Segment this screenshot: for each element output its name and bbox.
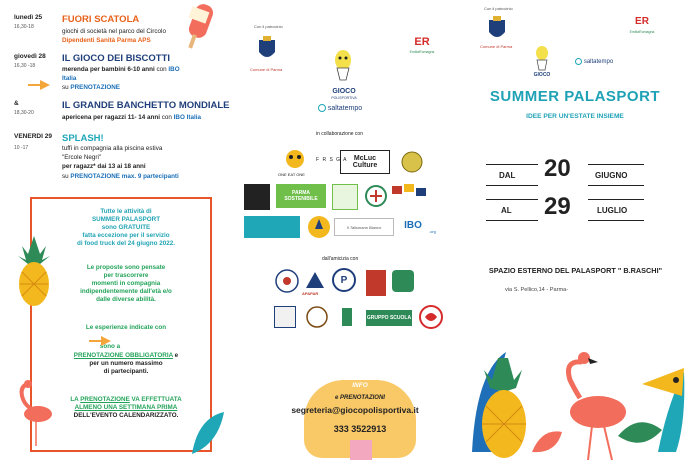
- er-logo-sub: EmiliaRomagna: [629, 30, 655, 34]
- scout-logo: [306, 214, 332, 240]
- info-title: INFO: [352, 382, 368, 389]
- coat-of-arms-icon: [487, 16, 507, 42]
- box-text: sono GRATUITE: [101, 224, 151, 231]
- saltatempo-icon: [575, 58, 582, 65]
- er-logo-sub: EmiliaRomagna: [409, 50, 435, 54]
- partner-logo: [274, 306, 296, 328]
- event-desc: su PRENOTAZIONE max. 9 partecipanti: [62, 173, 179, 180]
- address: via S. Pellico,14 - Parma-: [505, 287, 569, 293]
- info-subtitle: e PRENOTAZIONI: [335, 395, 385, 401]
- contact-phone-link[interactable]: 333 3522913: [333, 424, 387, 434]
- popsicle-illustration: [178, 2, 226, 54]
- box-text: dalle diverse abilità.: [96, 296, 156, 303]
- start-day: 20: [544, 155, 571, 182]
- comune-label: Comune di Parma: [480, 44, 513, 49]
- partner-logo: [332, 184, 358, 210]
- saltatempo-logo: saltatempo: [564, 58, 624, 65]
- main-title: SUMMER PALASPORT: [489, 88, 661, 105]
- event-title: IL GIOCO DEI BISCOTTI: [62, 53, 171, 64]
- comune-label: Comune di Parma: [250, 67, 283, 72]
- leaf-shape: [618, 422, 662, 442]
- saltatempo-icon: [318, 104, 326, 112]
- partners-panel: [230, 0, 460, 460]
- main-subtitle: IDEE PER UN'ESTATE INSIEME: [526, 113, 624, 120]
- gioco-mascot-logo: [532, 44, 552, 74]
- apapar-logo: [304, 270, 326, 290]
- event-desc: merenda per bambini 6-10 anni con IBO: [62, 66, 180, 73]
- event-desc: apericena per ragazzi 11- 14 anni con IBO Italia: [62, 114, 201, 121]
- flamingo-leg: [604, 426, 612, 460]
- box-text: di food truck del 24 giugno 2022.: [77, 240, 175, 247]
- sp-logo: P: [332, 268, 356, 292]
- flags-logo: [390, 182, 430, 210]
- event-desc: giochi di società nel parco del Circolo: [62, 28, 166, 35]
- gruppo-scuola-logo: GRUPPO SCUOLA: [366, 310, 412, 326]
- event-time: 18,30-20: [14, 110, 34, 116]
- box-text: SUMMER PALASPORT: [91, 216, 161, 223]
- one-eat-one-logo-icon: [282, 148, 308, 170]
- partner-logo: [304, 304, 330, 330]
- box-text: momenti in compagnia: [91, 280, 161, 287]
- event-title: SPLASH!: [62, 133, 104, 144]
- gioco-logo-text: GIOCO: [332, 88, 356, 95]
- patronage-label: Con il patrocinio: [484, 6, 513, 11]
- pineapple-illustration: [14, 236, 54, 308]
- flamingo-neck: [569, 362, 583, 398]
- schedule-panel: [0, 0, 230, 460]
- flamingo-body: [570, 396, 626, 428]
- event-day: lunedì 25: [14, 14, 43, 21]
- event-day: &: [14, 100, 19, 107]
- flamingo-illustration: [16, 378, 62, 448]
- partner-logo: [244, 184, 270, 210]
- leaf-illustration: [188, 408, 228, 458]
- event-day: giovedì 28: [14, 53, 46, 60]
- partner-logo: [244, 216, 300, 238]
- partner-logo: [336, 304, 358, 330]
- flamingo-leg: [588, 426, 592, 460]
- event-desc: Italia: [62, 75, 77, 82]
- event-desc: tuffi in compagnia alla piscina estiva: [62, 145, 163, 152]
- event-day: VENERDI 29: [14, 133, 52, 140]
- box-text: per trascorrere: [103, 272, 149, 279]
- box-text: Le proposte sono pensate: [86, 264, 166, 271]
- box-text: fatta eccezione per il servizio: [82, 232, 170, 239]
- saltatempo-logo: saltatempo: [310, 104, 370, 112]
- box-text: LA PRENOTAZIONE VA EFFETTUATA: [70, 396, 182, 403]
- event-time: 10 -17: [14, 145, 29, 151]
- partner-logo: [392, 270, 414, 292]
- parma-sostenibile-logo: PARMA SOSTENIBILE: [276, 184, 326, 208]
- event-time: 16,30-18: [14, 24, 34, 30]
- event-desc: Dipendenti Sanità Parma APS: [62, 37, 151, 44]
- er-logo: ER: [635, 16, 649, 27]
- gioco-logo-text: GIOCO: [533, 72, 551, 78]
- end-day: 29: [544, 193, 571, 220]
- talismano-logo: Il Talismano Bianco: [334, 218, 394, 236]
- one-eat-one-label: ONE EAT ONE: [278, 172, 305, 177]
- box-text: ALMENO UNA SETTIMANA PRIMA: [74, 404, 178, 411]
- flamingo-head: [578, 352, 590, 364]
- cone-dot: [673, 377, 679, 383]
- friendship-label: dall'amicizia con: [322, 256, 359, 262]
- leaf-shape: [532, 431, 562, 452]
- event-time: 16,30 -18: [14, 63, 36, 69]
- contact-email-link[interactable]: segreteria@giocopolisportiva.it: [291, 405, 419, 415]
- dal-label: DAL: [499, 171, 516, 180]
- ibo-logo: IBO: [404, 219, 422, 231]
- pointing-hand-icon: [26, 76, 52, 94]
- partner-logo: [274, 268, 300, 294]
- gioco-mascot-logo: [328, 46, 358, 94]
- start-month: GIUGNO: [595, 171, 628, 180]
- crest-logo: [364, 184, 388, 208]
- mcluc-logo: McLuc Culture: [340, 150, 390, 174]
- gioco-logo-sub: POLISPORTIVA: [331, 96, 357, 100]
- pointing-hand-icon: [87, 332, 115, 350]
- event-title: IL GRANDE BANCHETTO MONDIALE: [62, 100, 230, 111]
- flamingo-beak: [588, 358, 598, 364]
- ice-cream-stick: [350, 440, 372, 460]
- box-text: Tutte le attività di: [100, 208, 152, 215]
- date-box: [486, 199, 538, 221]
- box-text: DELL'EVENTO CALENDARIZZATO.: [73, 412, 179, 419]
- box-text: Le esperienze indicate con: [85, 324, 167, 331]
- ibo-org-label: .org: [429, 229, 436, 234]
- fresga-label: F R S G A: [316, 157, 348, 163]
- event-desc: per ragazz* dai 13 ai 18 anni: [62, 163, 146, 170]
- box-text: per un numero massimo: [89, 360, 163, 367]
- box-text: sono a: [99, 343, 121, 350]
- coat-of-arms-icon: [257, 36, 277, 64]
- venue: SPAZIO ESTERNO DEL PALASPORT " B.RASCHI": [488, 266, 663, 275]
- patronage-label: Con il patrocinio: [254, 24, 283, 29]
- partner-logo: [418, 304, 444, 330]
- event-desc: "Ercole Negri": [62, 154, 102, 161]
- badge-logo: [400, 150, 424, 174]
- apapar-label: APAPAR: [302, 291, 319, 296]
- summer-illustration: [462, 332, 688, 460]
- partner-logo: [366, 270, 386, 296]
- box-text: di partecipanti.: [103, 368, 149, 375]
- box-text: PRENOTAZIONE OBBLIGATORIA e: [73, 352, 179, 359]
- end-month: LUGLIO: [597, 206, 628, 215]
- event-desc: su PRENOTAZIONE: [62, 84, 120, 91]
- al-label: AL: [501, 206, 512, 215]
- event-title: FUORI SCATOLA: [62, 14, 140, 25]
- er-logo: ER: [414, 36, 430, 48]
- box-text: indipendentemente dall'età e/o: [80, 288, 172, 295]
- collab-label: in collaborazione con: [316, 131, 363, 137]
